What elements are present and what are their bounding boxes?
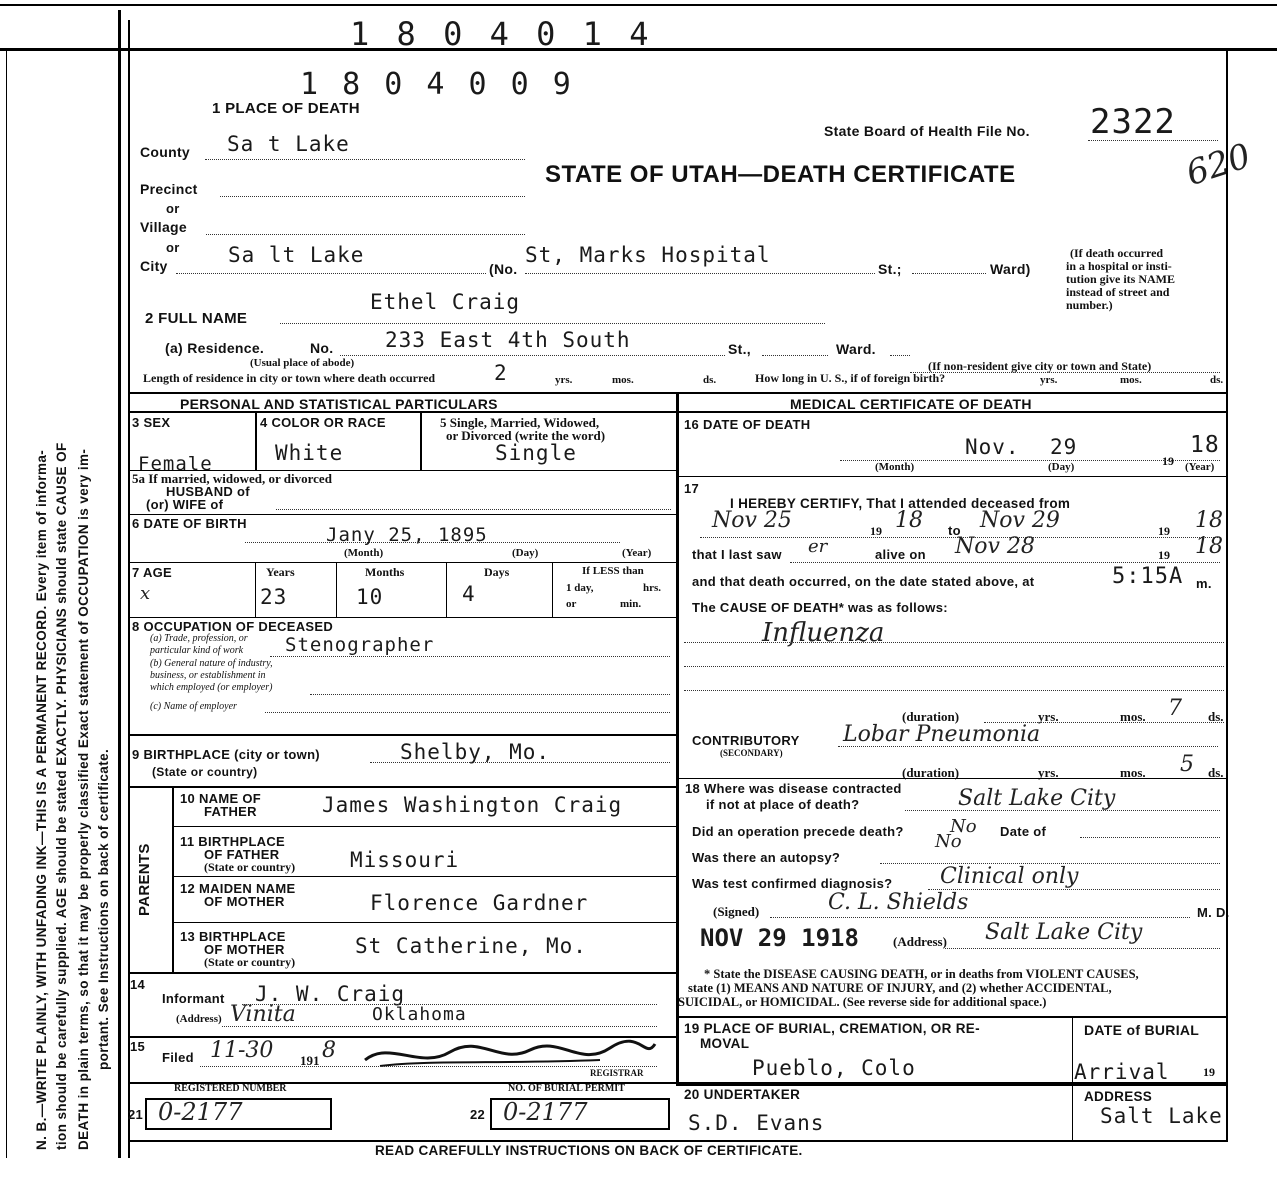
spouse-label-3: (or) WIFE of: [146, 497, 224, 512]
alive-on-value: Nov 28: [955, 534, 1035, 559]
certify-statement: I HEREBY CERTIFY, That I attended deceased from: [730, 496, 1071, 511]
age-less-label-3: or: [566, 598, 577, 610]
contracted-label-2: if not at place of death?: [706, 797, 860, 812]
occupation-label: 8 OCCUPATION OF DECEASED: [132, 619, 334, 634]
to-year-prefix: 19: [1158, 524, 1170, 538]
from-year-prefix: 19: [870, 524, 882, 538]
occupation-c-label: (c) Name of employer: [150, 701, 237, 712]
informant-label: Informant: [162, 991, 225, 1006]
from-year: 18: [895, 508, 923, 533]
death-month-value: Nov.: [965, 435, 1020, 459]
death-day-label: (Day): [1048, 461, 1075, 473]
last-saw-label: that I last saw: [692, 547, 782, 562]
residence-ward-label: Ward.: [836, 341, 876, 357]
secondary-label: (SECONDARY): [720, 748, 783, 758]
test-label: Was test confirmed diagnosis?: [692, 876, 893, 891]
to-label: to: [948, 523, 961, 538]
cause-duration-days: 7: [1168, 696, 1182, 721]
death-year-value: 18: [1190, 432, 1220, 458]
instruction-line-1: N. B.—WRITE PLAINLY, WITH UNFADING INK—THIS IS A PERMANENT RECORD. Every item of informa-: [34, 449, 49, 1150]
sex-label: 3 SEX: [132, 415, 171, 430]
burial-date-label: DATE of BURIAL: [1084, 1022, 1200, 1038]
physician-address-label: (Address): [893, 934, 947, 949]
age-less-label-2: 1 day,: [566, 582, 594, 594]
filed-num: 15: [130, 1039, 146, 1054]
contrib-yrs-label: yrs.: [1038, 765, 1059, 780]
burial-place-label-1: 19 PLACE OF BURIAL, CREMATION, OR RE-: [684, 1021, 980, 1036]
hospital-note-5: number.): [1066, 298, 1113, 312]
full-name-label: 2 FULL NAME: [145, 310, 248, 327]
mother-bp-value: St Catherine, Mo.: [355, 934, 587, 958]
contrib-duration-days: 5: [1180, 752, 1194, 777]
birthplace-state-label: (State or country): [152, 765, 258, 779]
hospital-note-3: tution give its NAME: [1066, 272, 1175, 286]
registered-number-label: REGISTERED NUMBER: [174, 1083, 287, 1094]
length-ds-label: ds.: [703, 374, 717, 386]
us-yrs-label: yrs.: [1040, 374, 1058, 386]
death-time-value: 5:15A: [1112, 564, 1184, 589]
age-less-label-1: If LESS than: [582, 565, 644, 577]
mother-value: Florence Gardner: [370, 891, 589, 915]
length-yrs-label: yrs.: [555, 374, 573, 386]
age-months-label: Months: [365, 565, 405, 579]
length-residence-label: Length of residence in city or town where death occurred: [143, 371, 436, 385]
birthplace-value: Shelby, Mo.: [400, 740, 551, 764]
street-no-label: (No.: [489, 261, 518, 277]
instruction-line-3: DEATH in plain terms, so that it may be properly classified Exact statement of OCCUPATION is very im-: [76, 448, 91, 1150]
father-bp-label-1: 11 BIRTHPLACE: [180, 834, 286, 849]
hospital-note-1: (If death occurred: [1070, 246, 1164, 260]
parents-label: PARENTS: [136, 843, 153, 916]
father-label-1: 10 NAME OF: [180, 791, 262, 806]
autopsy-value: No: [935, 831, 962, 852]
filed-year-digit: 8: [322, 1038, 336, 1063]
age-years-label: Years: [266, 565, 295, 579]
death-month-label: (Month): [875, 461, 915, 473]
burial-place-label-2: MOVAL: [700, 1036, 750, 1051]
age-days-label: Days: [484, 565, 510, 579]
filed-label: Filed: [162, 1050, 194, 1065]
alive-on-label: alive on: [875, 547, 926, 562]
instruction-line-2: tion should be carefully supplied. AGE should be stated EXACTLY. PHYSICIANS should state CAUSE OF: [54, 442, 69, 1150]
father-bp-value: Missouri: [350, 848, 460, 872]
personal-heading: PERSONAL AND STATISTICAL PARTICULARS: [180, 396, 498, 412]
occupation-a-label-1: (a) Trade, profession, or: [150, 633, 248, 644]
burial-num-label: 22: [470, 1107, 486, 1122]
last-saw-who: er: [808, 536, 828, 557]
father-label-2: FATHER: [204, 804, 257, 819]
age-months-value: 10: [356, 585, 384, 609]
mother-label-1: 12 MAIDEN NAME: [180, 881, 296, 896]
signed-value: C. L. Shields: [828, 890, 969, 915]
contracted-label-1: 18 Where was disease contracted: [685, 781, 902, 796]
hospital-value: St, Marks Hospital: [525, 243, 771, 267]
spouse-label-1: 5a If married, widowed, or divorced: [132, 471, 332, 486]
city-label: City: [140, 258, 168, 274]
dob-value: Jany 25, 1895: [326, 524, 488, 546]
length-years-value: 2: [494, 361, 508, 385]
spouse-label-2: HUSBAND of: [166, 484, 250, 499]
informant-num: 14: [130, 977, 146, 992]
to-year: 18: [1195, 508, 1223, 533]
ward-label: Ward): [990, 261, 1031, 277]
file-no-label: State Board of Health File No.: [824, 123, 1030, 139]
occupation-b-label-2: business, or establishment in: [150, 670, 266, 681]
us-ds-label: ds.: [1210, 374, 1224, 386]
operation-label: Did an operation precede death?: [692, 824, 904, 839]
outer-file-number: 1 8 0 4 0 1 4: [350, 15, 653, 53]
file-no-value: 2322: [1090, 102, 1176, 142]
autopsy-label: Was there an autopsy?: [692, 850, 841, 865]
hospital-note-2: in a hospital or insti-: [1066, 259, 1172, 273]
cause-value: Influenza: [762, 618, 885, 648]
occupation-b-label-3: which employed (or employer): [150, 682, 273, 693]
death-occurred-label: and that death occurred, on the date stated above, at: [692, 574, 1035, 589]
age-years-value: 23: [260, 585, 288, 609]
color-label: 4 COLOR OR RACE: [260, 415, 386, 430]
burial-place-value: Pueblo, Colo: [752, 1056, 916, 1080]
burial-permit-label: NO. OF BURIAL PERMIT: [508, 1083, 625, 1094]
death-day-value: 29: [1050, 435, 1078, 459]
contributory-label: CONTRIBUTORY: [692, 733, 800, 748]
certificate-title: STATE OF UTAH—DEATH CERTIFICATE: [545, 161, 1016, 188]
undertaker-label: 20 UNDERTAKER: [684, 1087, 801, 1102]
us-mos-label: mos.: [1120, 374, 1142, 386]
usual-abode-label: (Usual place of abode): [250, 357, 355, 369]
contrib-duration-label: (duration): [902, 765, 960, 780]
dob-label: 6 DATE OF BIRTH: [132, 516, 247, 531]
county-value: Sa t Lake: [227, 132, 350, 156]
burial-date-value: Arrival: [1074, 1060, 1170, 1084]
footnote-line-2: state (1) MEANS AND NATURE OF INJURY, and (2) whether ACCIDENTAL,: [688, 981, 1112, 995]
color-value: White: [275, 441, 344, 465]
mother-bp-label-3: (State or country): [204, 955, 296, 969]
attended-to: Nov 29: [980, 508, 1060, 533]
dob-year-label: (Year): [622, 547, 652, 559]
age-label: 7 AGE: [132, 565, 173, 580]
undertaker-address-label: ADDRESS: [1084, 1089, 1153, 1104]
operation-value: No: [950, 816, 977, 837]
contracted-value: Salt Lake City: [958, 786, 1116, 811]
burial-date-year: 19: [1203, 1065, 1215, 1079]
test-value: Clinical only: [940, 864, 1079, 889]
filed-date: 11-30: [210, 1038, 274, 1063]
age-days-value: 4: [462, 582, 476, 606]
alive-year-prefix: 19: [1158, 548, 1170, 562]
informant-address-label: (Address): [176, 1013, 222, 1025]
mother-bp-label-2: OF MOTHER: [204, 942, 285, 957]
precinct-label: Precinct: [140, 181, 198, 197]
physician-address-value: Salt Lake City: [985, 920, 1143, 945]
inner-file-number: 1 8 0 4 0 0 9: [300, 67, 574, 102]
birthplace-label: 9 BIRTHPLACE (city or town): [132, 747, 320, 762]
father-value: James Washington Craig: [322, 793, 623, 817]
instruction-line-4: portant. See Instructions on back of certificate.: [96, 748, 111, 1070]
village-label: Village: [140, 219, 187, 235]
occupation-a-label-2: particular kind of work: [150, 645, 244, 656]
certify-num: 17: [684, 481, 700, 496]
md-label: M. D.: [1197, 905, 1230, 920]
footer-instructions: READ CAREFULLY INSTRUCTIONS ON BACK OF CERTIFICATE.: [375, 1143, 803, 1158]
marital-label-2: or Divorced (write the word): [446, 428, 606, 443]
length-mos-label: mos.: [612, 374, 634, 386]
date-of-death-label: 16 DATE OF DEATH: [684, 417, 811, 432]
registered-num-label: 21: [128, 1107, 144, 1122]
cause-yrs-label: yrs.: [1038, 709, 1059, 724]
us-residence-label: How long in U. S., if of foreign birth?: [755, 371, 946, 385]
contributory-value: Lobar Pneumonia: [843, 722, 1041, 747]
occupation-value: Stenographer: [285, 634, 435, 656]
operation-date-label: Date of: [1000, 824, 1047, 839]
cause-ds-label: ds.: [1208, 709, 1224, 724]
full-name-value: Ethel Craig: [370, 290, 521, 314]
informant-address-city: Vinita: [230, 1002, 296, 1027]
age-hrs-label: hrs.: [643, 582, 662, 594]
sex-value: Female: [138, 453, 213, 475]
mother-label-2: OF MOTHER: [204, 894, 285, 909]
signed-label: (Signed): [713, 904, 760, 919]
mother-bp-label-1: 13 BIRTHPLACE: [180, 929, 286, 944]
filed-year-prefix: 191: [300, 1053, 320, 1068]
residence-street-label: St.,: [728, 341, 751, 357]
place-of-death-label: 1 PLACE OF DEATH: [212, 100, 360, 117]
footnote-line-3: SUICIDAL, or HOMICIDAL. (See reverse side for additional space.): [678, 995, 1047, 1009]
contrib-ds-label: ds.: [1208, 765, 1224, 780]
county-label: County: [140, 144, 191, 160]
city-value: Sa lt Lake: [228, 243, 365, 267]
age-mark: x: [140, 583, 151, 604]
registered-number-value: 0-2177: [158, 1098, 243, 1126]
stamp-date: NOV 29 1918: [700, 924, 859, 952]
age-min-label: min.: [620, 598, 642, 610]
undertaker-address-value: Salt Lake: [1100, 1104, 1223, 1128]
residence-label: (a) Residence.: [165, 340, 265, 356]
informant-address-value: Oklahoma: [372, 1004, 467, 1025]
or-label-2: or: [166, 240, 180, 255]
informant-value: J. W. Craig: [255, 982, 406, 1006]
death-year-prefix: 19: [1162, 454, 1174, 468]
time-m-label: m.: [1196, 576, 1212, 591]
contrib-mos-label: mos.: [1120, 765, 1146, 780]
or-label-1: or: [166, 201, 180, 216]
cause-mos-label: mos.: [1120, 709, 1146, 724]
registrar-label: REGISTRAR: [590, 1068, 644, 1078]
father-bp-label-2: OF FATHER: [204, 847, 280, 862]
non-resident-label: (If non-resident give city or town and State): [928, 359, 1152, 373]
marital-label-1: 5 Single, Married, Widowed,: [440, 415, 600, 430]
burial-permit-value: 0-2177: [503, 1098, 588, 1126]
dob-day-label: (Day): [512, 547, 539, 559]
residence-no-label: No.: [310, 340, 334, 356]
father-bp-label-3: (State or country): [204, 860, 296, 874]
residence-value: 233 East 4th South: [385, 328, 631, 352]
attended-from: Nov 25: [712, 508, 792, 533]
cause-label: The CAUSE OF DEATH* was as follows:: [692, 600, 948, 615]
alive-year: 18: [1195, 534, 1223, 559]
footnote-line-1: * State the DISEASE CAUSING DEATH, or in deaths from VIOLENT CAUSES,: [704, 967, 1139, 981]
street-label: St.;: [878, 261, 902, 277]
undertaker-value: S.D. Evans: [688, 1111, 825, 1135]
death-year-label: (Year): [1185, 461, 1215, 473]
occupation-b-label-1: (b) General nature of industry,: [150, 658, 273, 669]
marital-value: Single: [495, 441, 577, 465]
hospital-note-4: instead of street and: [1066, 285, 1170, 299]
dob-month-label: (Month): [344, 547, 384, 559]
medical-heading: MEDICAL CERTIFICATE OF DEATH: [790, 396, 1032, 412]
margin-number: 620: [1181, 135, 1256, 195]
cause-duration-label: (duration): [902, 709, 960, 724]
